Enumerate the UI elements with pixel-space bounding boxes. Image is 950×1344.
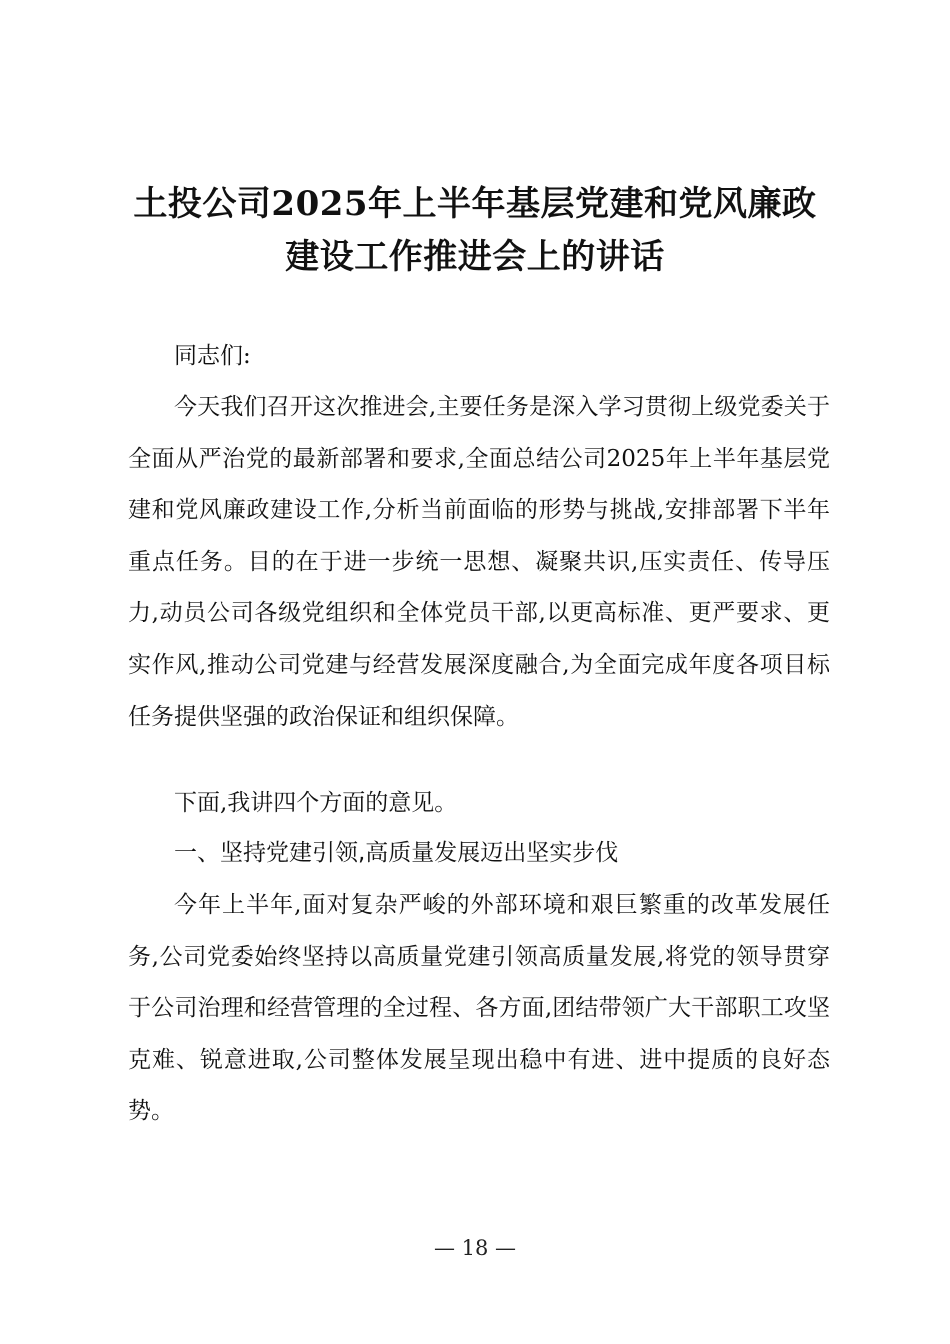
greeting: 同志们: [174,343,251,369]
paragraph-2: 下面,我讲四个方面的意见。 [174,790,458,816]
page-number: — 18 — [433,1236,517,1260]
document-title-line-1: 土投公司2025年上半年基层党建和党风廉政 [133,184,817,224]
document-title-line-2: 建设工作推进会上的讲话 [285,237,665,277]
paragraph-1: 今天我们召开这次推进会,主要任务是深入学习贯彻上级党委关于全面从严治党的最新部署和要求,全面总结公司2025年上半年基层党建和党风廉政建设工作,分析当前面临的形势与挑战,安排部署下半年重点任务。目的在于进一步统一思想、凝聚共识,压实责任、传导压力,动员公司各级党组织和全体党员干部,以更高标准、更严要求、更实作风,推动公司党建与经营发展深度融合,为全面完成年度各项目标任务提供坚强的政治保证和组织保障。 [128,394,830,730]
paragraph-3: 今年上半年,面对复杂严峻的外部环境和艰巨繁重的改革发展任务,公司党委始终坚持以高质量党建引领高质量发展,将党的领导贯穿于公司治理和经营管理的全过程、各方面,团结带领广大干部职工攻坚克难、锐意进取,公司整体发展呈现出稳中有进、进中提质的良好态势。 [128,892,830,1125]
section-heading-1: 一、坚持党建引领,高质量发展迈出坚实步伐 [174,840,619,866]
